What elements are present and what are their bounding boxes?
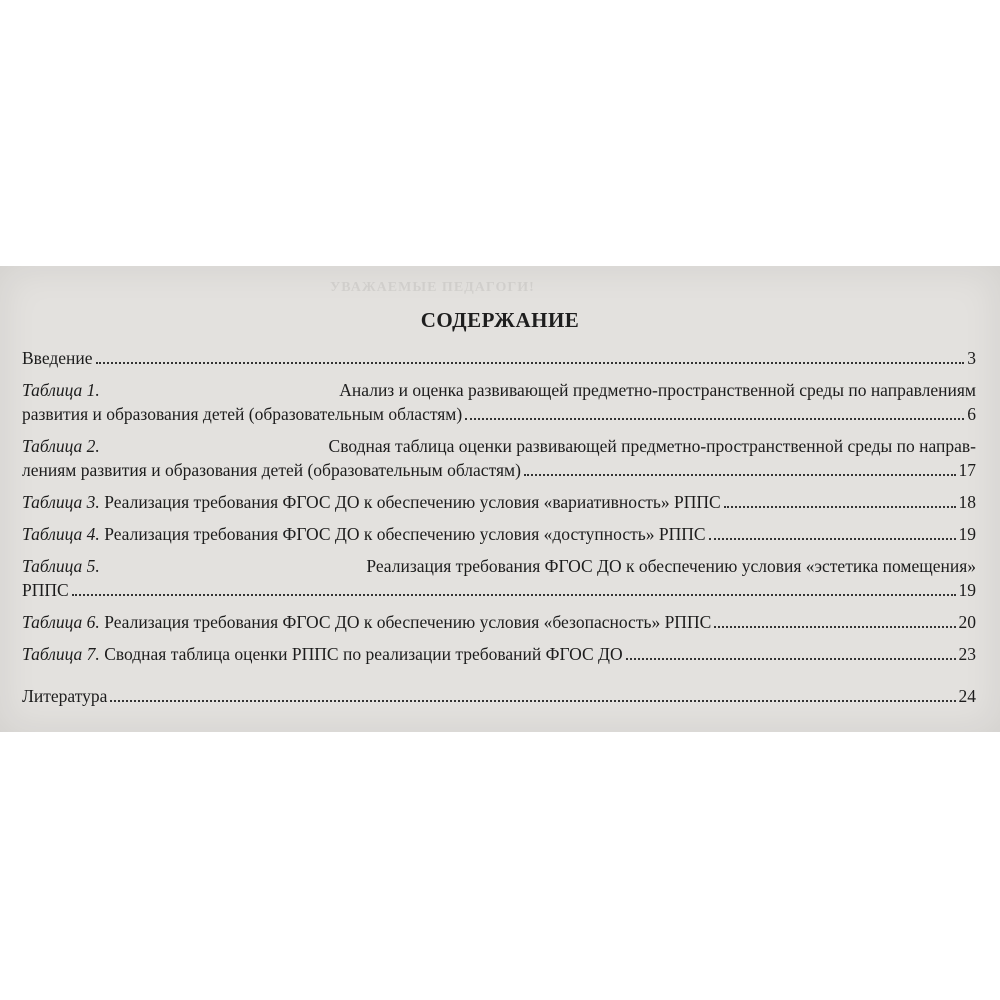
toc-entry bbox=[22, 378, 976, 426]
toc-leader-dots bbox=[72, 594, 956, 596]
toc-entry-label: Таблица 2. bbox=[22, 436, 100, 456]
toc-page-number: 18 bbox=[958, 492, 976, 512]
toc-entry-text: Литература bbox=[22, 686, 108, 706]
toc-entry-line bbox=[22, 402, 976, 426]
toc-entry-line bbox=[22, 434, 976, 458]
toc-page-number: 20 bbox=[958, 612, 976, 632]
toc-entry-text: лениям развития и образования детей (образовательным областям) bbox=[22, 460, 521, 480]
toc-entry-label: Таблица 6. bbox=[22, 612, 100, 632]
toc-entry-line bbox=[22, 346, 976, 370]
toc-page-number: 19 bbox=[958, 524, 976, 544]
toc-entry bbox=[22, 434, 976, 482]
toc-leader-dots bbox=[709, 538, 956, 540]
toc-leader-dots bbox=[714, 626, 955, 628]
toc-page-number: 24 bbox=[958, 686, 976, 706]
page-title: СОДЕРЖАНИЕ bbox=[420, 308, 580, 332]
toc-leader-dots bbox=[110, 700, 955, 702]
toc-entry-text: Введение bbox=[22, 348, 93, 368]
toc-entry-text: развития и образования детей (образовательным областям) bbox=[22, 404, 463, 424]
toc-entry-label: Таблица 5. bbox=[22, 556, 100, 576]
book-page bbox=[0, 266, 1000, 732]
toc-leader-dots bbox=[626, 658, 956, 660]
toc-leader-dots bbox=[96, 362, 965, 364]
toc-entry-text: Реализация требования ФГОС ДО к обеспечению условия «эстетика помещения» bbox=[366, 556, 976, 576]
toc-leader-dots bbox=[465, 418, 964, 420]
toc-leader-dots bbox=[724, 506, 956, 508]
toc-entry-line bbox=[22, 610, 976, 634]
toc-entry-text: Реализация требования ФГОС ДО к обеспечению условия «вариативность» РППС bbox=[104, 492, 721, 512]
table-of-contents bbox=[22, 346, 976, 716]
toc-leader-dots bbox=[524, 474, 956, 476]
toc-entry-label: Таблица 1. bbox=[22, 380, 100, 400]
toc-entry-line bbox=[22, 642, 976, 666]
toc-page-number: 3 bbox=[967, 348, 976, 368]
toc-page-number: 19 bbox=[958, 580, 976, 600]
toc-entry bbox=[22, 642, 976, 666]
toc-entry bbox=[22, 522, 976, 546]
toc-entry-label: Таблица 7. bbox=[22, 644, 100, 664]
toc-page-number: 23 bbox=[958, 644, 976, 664]
toc-page-number: 6 bbox=[967, 404, 976, 424]
toc-entry-label: Таблица 3. bbox=[22, 492, 100, 512]
toc-entry-text: РППС bbox=[22, 580, 69, 600]
bleed-through-text: УВАЖАЕМЫЕ ПЕДАГОГИ! bbox=[330, 280, 535, 295]
toc-entry-line bbox=[22, 458, 976, 482]
toc-entry bbox=[22, 490, 976, 514]
toc-entry bbox=[22, 684, 976, 708]
toc-entry-label: Таблица 4. bbox=[22, 524, 100, 544]
toc-entry-text: Реализация требования ФГОС ДО к обеспечению условия «доступность» РППС bbox=[104, 524, 706, 544]
toc-entry-text: Сводная таблица оценки развивающей предметно-пространственной среды по направ- bbox=[328, 436, 976, 456]
toc-entry-line bbox=[22, 522, 976, 546]
toc-entry-line bbox=[22, 578, 976, 602]
toc-entry-text: Сводная таблица оценки РППС по реализации требований ФГОС ДО bbox=[104, 644, 623, 664]
toc-entry-text: Реализация требования ФГОС ДО к обеспечению условия «безопасность» РППС bbox=[104, 612, 712, 632]
toc-entry-line bbox=[22, 684, 976, 708]
toc-entry bbox=[22, 346, 976, 370]
toc-entry bbox=[22, 610, 976, 634]
toc-entry-text: Анализ и оценка развивающей предметно-пространственной среды по направлениям bbox=[339, 380, 976, 400]
toc-page-number: 17 bbox=[958, 460, 976, 480]
toc-entry bbox=[22, 554, 976, 602]
toc-entry-line bbox=[22, 554, 976, 578]
toc-entry-line bbox=[22, 490, 976, 514]
toc-entry-line bbox=[22, 378, 976, 402]
